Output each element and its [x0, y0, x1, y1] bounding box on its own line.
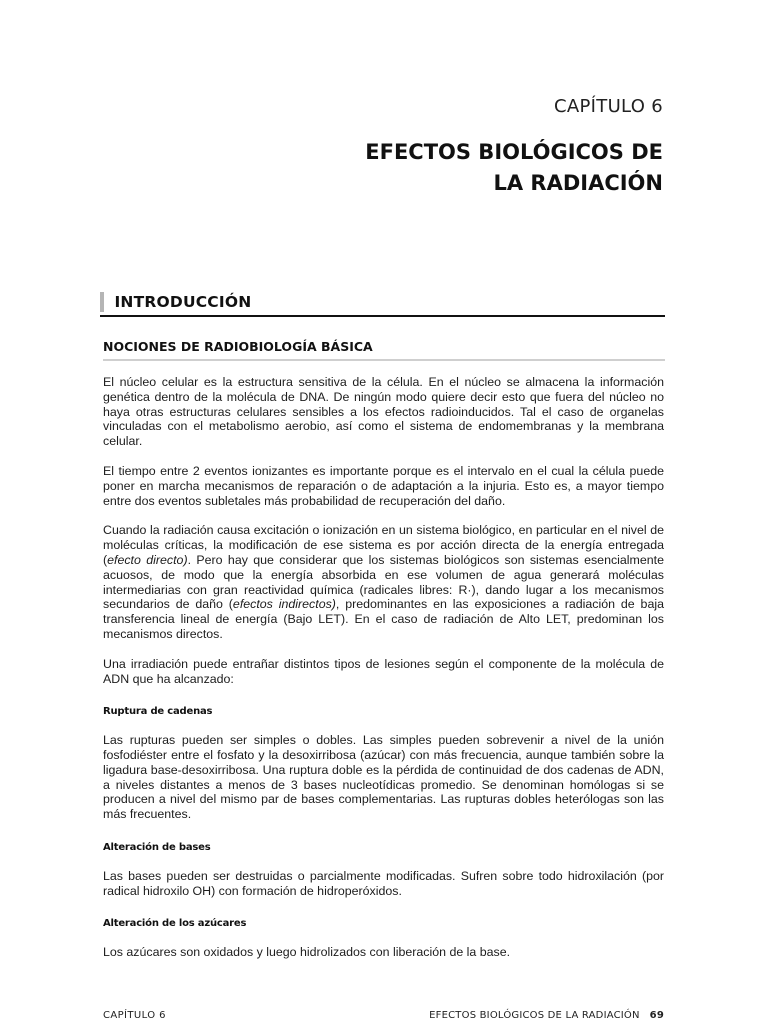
- chapter-title: [243, 137, 663, 199]
- page-number: 69: [649, 1010, 664, 1021]
- heading-alteracion-de-azucares: Alteración de los azúcares: [103, 918, 247, 930]
- footer-title: EFECTOS BIOLÓGICOS DE LA RADIACIÓN: [429, 1010, 640, 1021]
- paragraph-3-part-c: , predominantes en las exposiciones a radiación de baja transferencia lineal de energía (Bajo LET). En el caso de radiación de Alto LET, predominan los mecanismos directos.: [103, 597, 664, 641]
- paragraph-3: [103, 523, 664, 641]
- paragraph-2: El tiempo entre 2 eventos ionizantes es importante porque es el intervalo en el cual la célula puede poner en marcha mecanismos de reparación o de adaptación a la injuria. Esto es, a mayor tiempo entre dos eventos subletales más probabilidad de recuperación del daño.: [103, 463, 664, 508]
- chapter-title-line-2: LA RADIACIÓN: [493, 171, 663, 195]
- term-efecto-directo: efecto directo): [107, 552, 188, 567]
- paragraph-7: Los azúcares son oxidados y luego hidrolizados con liberación de la base.: [103, 945, 511, 960]
- section-title: INTRODUCCIÓN: [114, 293, 252, 311]
- paragraph-3-part-b: . Pero hay que considerar que los sistemas biológicos son sistemas esencialmente acuosos, de modo que la energía absorbida en ese volumen de agua generará moléculas intermediarias con gran reactividad química (radicales libres: R·), dando lugar a los mecanismos secundarios de daño (: [103, 552, 664, 612]
- heading-ruptura-de-cadenas: Ruptura de cadenas: [103, 706, 213, 718]
- chapter-label: CAPÍTULO 6: [554, 96, 663, 117]
- section-heading: [100, 292, 665, 317]
- paragraph-5: Las rupturas pueden ser simples o dobles. Las simples pueden sobrevenir a nivel de la unión fosfodiéster entre el fosfato y la desoxirribosa (azúcar) con más frecuencia, aunque también sobre la ligadura base-desoxirribosa. Una ruptura doble es la pérdida de continuidad de dos cadenas de ADN, a niveles distantes a menos de 3 bases nucleotídicas promedio. Se denominan homólogas si se producen a nivel del mismo par de bases complementarias. Las rupturas dobles heterólogas son las más frecuentes.: [103, 733, 664, 822]
- footer-running-title: [429, 1010, 664, 1021]
- chapter-title-line-1: EFECTOS BIOLÓGICOS DE: [365, 140, 663, 164]
- heading-alteracion-de-bases: Alteración de bases: [103, 841, 211, 853]
- page-footer: [103, 1010, 664, 1024]
- subsection-title: NOCIONES DE RADIOBIOLOGÍA BÁSICA: [103, 339, 665, 361]
- section-marker-bar: [100, 292, 104, 312]
- paragraph-6: Las bases pueden ser destruidas o parcialmente modificadas. Sufren sobre todo hidroxilación (por radical hidroxilo OH) con formación de hidroperóxidos.: [103, 868, 664, 898]
- term-efectos-indirectos: efectos indirectos): [232, 597, 336, 612]
- body-text: [103, 375, 664, 975]
- paragraph-1: El núcleo celular es la estructura sensitiva de la célula. En el núcleo se almacena la información genética dentro de la molécula de DNA. De ningún modo quiere decir esto que fuera del núcleo no haya otras estructuras celulares sensibles a los efectos radioinducidos. Tal el caso de organelas vinculadas con el metabolismo aerobio, así como el sistema de endomembranas y la membrana celular.: [103, 375, 664, 449]
- paragraph-3-part-a: Cuando la radiación causa excitación o ionización en un sistema biológico, en particular en el nivel de moléculas críticas, la modificación de ese sistema es por acción directa de la energía entregada (: [103, 523, 664, 567]
- footer-chapter: CAPÍTULO 6: [103, 1010, 166, 1021]
- paragraph-4: Una irradiación puede entrañar distintos tipos de lesiones según el componente de la molécula de ADN que ha alcanzado:: [103, 656, 664, 686]
